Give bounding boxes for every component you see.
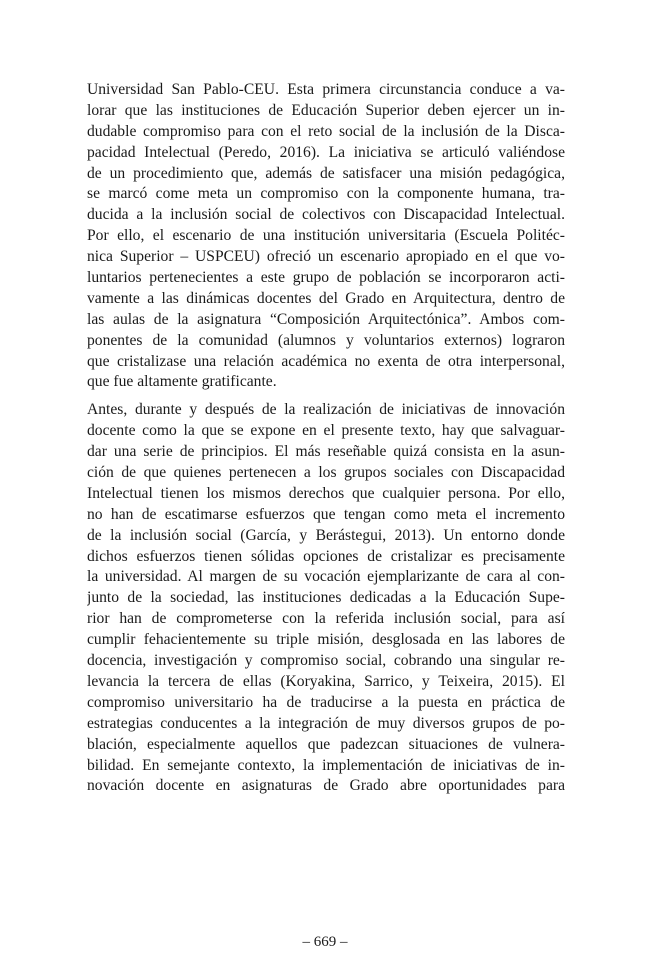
text-line: se marcó come meta un compromiso con la componente humana, tra- xyxy=(87,185,565,203)
paragraph xyxy=(87,400,565,797)
text-line: vamente a las dinámicas docentes del Grado en Arquitectura, dentro de xyxy=(87,289,565,307)
text-line: blación, especialmente aquellos que padezcan situaciones de vulnera- xyxy=(87,735,565,753)
text-line: novación docente en asignaturas de Grado abre oportunidades para xyxy=(87,777,565,795)
text-line: ción de que quienes pertenecen a los grupos sociales con Discapacidad xyxy=(87,464,565,482)
text-line: ponentes de la comunidad (alumnos y voluntarios externos) lograron xyxy=(87,331,565,349)
text-line: bilidad. En semejante contexto, la implementación de iniciativas de in- xyxy=(87,756,565,774)
text-line: luntarios pertenecientes a este grupo de población se incorporaron acti- xyxy=(87,269,565,287)
text-line: las aulas de la asignatura “Composición Arquitectónica”. Ambos com- xyxy=(87,310,565,328)
paragraph xyxy=(87,80,565,393)
text-line: docencia, investigación y compromiso social, cobrando una singular re- xyxy=(87,652,565,670)
text-line: que cristalizase una relación académica no exenta de otra interpersonal, xyxy=(87,352,565,370)
text-line: levancia la tercera de ellas (Koryakina, Sarrico, y Teixeira, 2015). El xyxy=(87,672,565,690)
text-line: Antes, durante y después de la realización de iniciativas de innovación xyxy=(87,401,565,419)
text-line: que fue altamente gratificante. xyxy=(87,373,277,391)
text-line: Por ello, el escenario de una institución universitaria (Escuela Politéc- xyxy=(87,227,565,245)
text-line: Universidad San Pablo-CEU. Esta primera circunstancia conduce a va- xyxy=(87,81,565,98)
text-line: la universidad. Al margen de su vocación ejemplarizante de cara al con- xyxy=(87,568,565,586)
text-line: dichos esfuerzos tienen sólidas opciones de cristalizar es precisamente xyxy=(87,547,565,565)
text-line: dar una serie de principios. El más reseñable quizá consista en la asun- xyxy=(87,443,565,461)
text-line: no han de escatimarse esfuerzos que tengan como meta el incremento xyxy=(87,505,565,523)
text-line: de la inclusión social (García, y Berástegui, 2013). Un entorno donde xyxy=(87,526,565,544)
body-text xyxy=(87,80,565,797)
page-number: – 669 – xyxy=(302,934,348,950)
text-line: rior han de comprometerse con la referida inclusión social, para así xyxy=(87,610,565,628)
text-line: ducida a la inclusión social de colectivos con Discapacidad Intelectual. xyxy=(87,206,565,224)
text-line: dudable compromiso para con el reto social de la inclusión de la Disca- xyxy=(87,122,565,140)
text-line: junto de la sociedad, las instituciones dedicadas a la Educación Supe- xyxy=(87,589,565,607)
text-line: Intelectual tienen los mismos derechos que cualquier persona. Por ello, xyxy=(87,484,565,502)
text-line: estrategias conducentes a la integración de muy diversos grupos de po- xyxy=(87,714,565,732)
text-line: compromiso universitario ha de traducirse a la puesta en práctica de xyxy=(87,693,565,711)
text-line: de un procedimiento que, además de satisfacer una misión pedagógica, xyxy=(87,164,565,182)
text-line: docente como la que se expone en el presente texto, hay que salvaguar- xyxy=(87,422,565,440)
text-line: nica Superior – USPCEU) ofreció un escenario apropiado en el que vo- xyxy=(87,248,565,266)
text-line: cumplir fehacientemente su triple misión, desglosada en las labores de xyxy=(87,631,565,649)
text-line: pacidad Intelectual (Peredo, 2016). La iniciativa se articuló valiéndose xyxy=(87,143,565,161)
text-line: lorar que las instituciones de Educación Superior deben ejercer un in- xyxy=(87,101,565,119)
